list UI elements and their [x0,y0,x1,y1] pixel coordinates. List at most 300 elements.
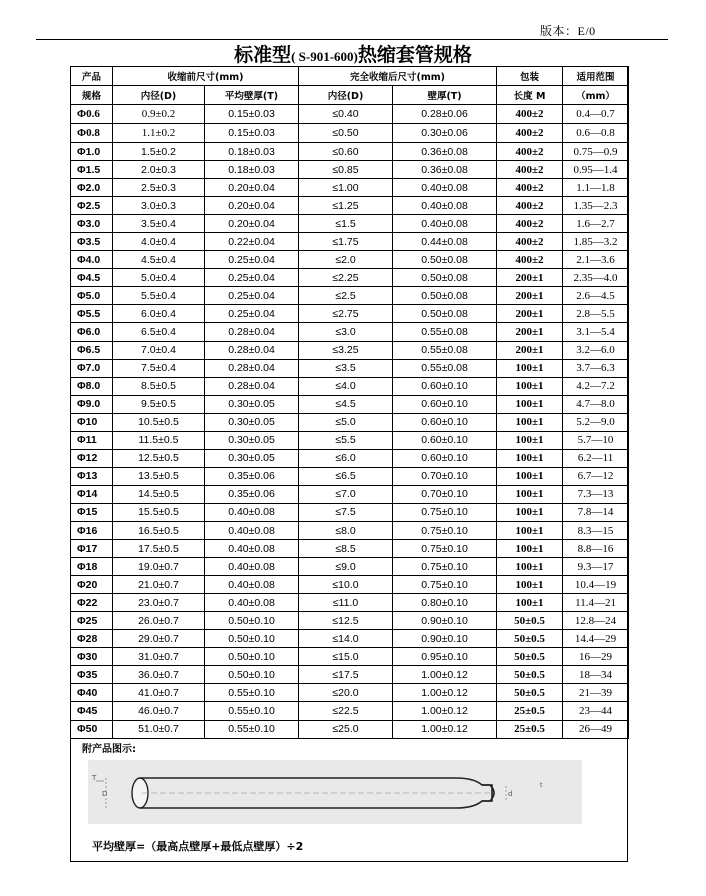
after-id-cell: ≤1.75 [299,233,393,251]
after-wall-cell: 0.40±0.08 [393,197,497,215]
title-model: ( S-901-600) [291,49,358,64]
table-row [71,377,629,395]
table-row [71,143,629,161]
before-id-cell: 14.5±0.5 [113,485,205,503]
before-wall-cell: 0.50±0.10 [205,648,299,666]
table-row [71,630,629,648]
range-cell: 5.2—9.0 [563,413,629,431]
pack-length-cell: 100±1 [497,485,563,503]
before-wall-cell: 0.25±0.04 [205,251,299,269]
after-wall-cell: 0.55±0.08 [393,359,497,377]
after-id-cell: ≤4.5 [299,395,393,413]
before-id-cell: 7.5±0.4 [113,359,205,377]
range-cell: 1.35—2.3 [563,197,629,215]
spec-cell: Φ4.5 [71,269,113,287]
title-prefix: 标准型 [234,44,292,66]
pack-length-cell: 100±1 [497,395,563,413]
before-id-cell: 17.5±0.5 [113,540,205,558]
after-id-cell: ≤20.0 [299,684,393,702]
table-row [71,684,629,702]
before-id-cell: 6.0±0.4 [113,305,205,323]
before-id-cell: 8.5±0.5 [113,377,205,395]
range-cell: 1.1—1.8 [563,179,629,197]
after-wall-cell: 0.50±0.08 [393,305,497,323]
before-id-cell: 4.0±0.4 [113,233,205,251]
pack-length-cell: 100±1 [497,377,563,395]
before-id-cell: 7.0±0.4 [113,341,205,359]
table-row [71,395,629,413]
table-row [71,612,629,630]
range-cell: 26—49 [563,720,629,738]
table-row [71,540,629,558]
after-wall-cell: 0.60±0.10 [393,449,497,467]
after-wall-cell: 0.36±0.08 [393,161,497,179]
table-row [71,594,629,612]
before-wall-cell: 0.40±0.08 [205,576,299,594]
before-id-cell: 11.5±0.5 [113,431,205,449]
before-wall-cell: 0.28±0.04 [205,377,299,395]
header-before-wall: 平均壁厚(T) [205,86,299,105]
after-id-cell: ≤3.5 [299,359,393,377]
range-cell: 10.4—19 [563,576,629,594]
header-spec: 规格 [71,86,113,105]
before-wall-cell: 0.40±0.08 [205,558,299,576]
spec-cell: Φ20 [71,576,113,594]
version-label: 版本：E/0 [540,24,596,38]
table-row [71,287,629,305]
spec-cell: Φ6.0 [71,323,113,341]
table-row [71,648,629,666]
before-id-cell: 1.5±0.2 [113,143,205,161]
range-cell: 7.8—14 [563,503,629,521]
table-row [71,161,629,179]
spec-cell: Φ7.0 [71,359,113,377]
range-cell: 4.2—7.2 [563,377,629,395]
pack-length-cell: 100±1 [497,521,563,539]
after-wall-cell: 0.60±0.10 [393,395,497,413]
after-id-cell: ≤3.25 [299,341,393,359]
before-wall-cell: 0.40±0.08 [205,503,299,521]
before-wall-cell: 0.20±0.04 [205,179,299,197]
after-wall-cell: 0.40±0.08 [393,179,497,197]
before-id-cell: 36.0±0.7 [113,666,205,684]
label-t-right: t [540,782,543,789]
spec-cell: Φ2.0 [71,179,113,197]
after-wall-cell: 0.90±0.10 [393,630,497,648]
spec-cell: Φ10 [71,413,113,431]
before-id-cell: 2.0±0.3 [113,161,205,179]
table-row [71,702,629,720]
range-cell: 8.8—16 [563,540,629,558]
table-row [71,521,629,539]
spec-cell: Φ1.0 [71,143,113,161]
after-id-cell: ≤8.5 [299,540,393,558]
spec-cell: Φ17 [71,540,113,558]
pack-length-cell: 50±0.5 [497,684,563,702]
spec-cell: Φ11 [71,431,113,449]
header-range: 适用范围 [563,67,629,86]
after-id-cell: ≤2.5 [299,287,393,305]
before-wall-cell: 0.30±0.05 [205,431,299,449]
pack-length-cell: 400±2 [497,161,563,179]
table-row [71,485,629,503]
after-wall-cell: 0.60±0.10 [393,377,497,395]
range-cell: 2.6—4.5 [563,287,629,305]
after-wall-cell: 0.40±0.08 [393,215,497,233]
before-wall-cell: 0.25±0.04 [205,287,299,305]
range-cell: 8.3—15 [563,521,629,539]
before-id-cell: 41.0±0.7 [113,684,205,702]
tube-diagram-svg [88,760,582,824]
spec-cell: Φ40 [71,684,113,702]
range-cell: 6.7—12 [563,467,629,485]
before-id-cell: 6.5±0.4 [113,323,205,341]
range-cell: 3.7—6.3 [563,359,629,377]
label-d-right: d [508,790,513,798]
tube-diagram [88,760,582,824]
after-id-cell: ≤3.0 [299,323,393,341]
spec-cell: Φ28 [71,630,113,648]
spec-cell: Φ0.6 [71,105,113,124]
after-wall-cell: 0.50±0.08 [393,287,497,305]
pack-length-cell: 50±0.5 [497,612,563,630]
table-row [71,269,629,287]
table-row [71,503,629,521]
before-wall-cell: 0.30±0.05 [205,413,299,431]
after-wall-cell: 0.55±0.08 [393,341,497,359]
header-after-wall: 壁厚(T) [393,86,497,105]
after-id-cell: ≤1.25 [299,197,393,215]
after-id-cell: ≤5.5 [299,431,393,449]
before-id-cell: 4.5±0.4 [113,251,205,269]
after-id-cell: ≤2.0 [299,251,393,269]
spec-cell: Φ5.5 [71,305,113,323]
table-row [71,233,629,251]
range-cell: 0.75—0.9 [563,143,629,161]
after-id-cell: ≤25.0 [299,720,393,738]
before-wall-cell: 0.35±0.06 [205,485,299,503]
before-wall-cell: 0.55±0.10 [205,684,299,702]
pack-length-cell: 100±1 [497,576,563,594]
before-id-cell: 19.0±0.7 [113,558,205,576]
spec-cell: Φ50 [71,720,113,738]
before-id-cell: 3.5±0.4 [113,215,205,233]
range-cell: 2.35—4.0 [563,269,629,287]
after-wall-cell: 1.00±0.12 [393,720,497,738]
after-id-cell: ≤7.0 [299,485,393,503]
after-id-cell: ≤9.0 [299,558,393,576]
spec-cell: Φ45 [71,702,113,720]
spec-table-body [71,105,629,739]
after-wall-cell: 0.55±0.08 [393,323,497,341]
table-row [71,666,629,684]
before-id-cell: 23.0±0.7 [113,594,205,612]
table-row [71,251,629,269]
after-id-cell: ≤0.50 [299,124,393,143]
range-cell: 0.95—1.4 [563,161,629,179]
pack-length-cell: 50±0.5 [497,666,563,684]
after-id-cell: ≤4.0 [299,377,393,395]
before-id-cell: 51.0±0.7 [113,720,205,738]
before-id-cell: 10.5±0.5 [113,413,205,431]
before-wall-cell: 0.20±0.04 [205,197,299,215]
table-row [71,413,629,431]
after-wall-cell: 1.00±0.12 [393,666,497,684]
table-row [71,431,629,449]
range-cell: 0.6—0.8 [563,124,629,143]
spec-cell: Φ8.0 [71,377,113,395]
table-row [71,124,629,143]
pack-length-cell: 400±2 [497,179,563,197]
pack-length-cell: 100±1 [497,558,563,576]
after-wall-cell: 0.95±0.10 [393,648,497,666]
header-pack-length: 长度 M [497,86,563,105]
pack-length-cell: 200±1 [497,323,563,341]
after-id-cell: ≤0.60 [299,143,393,161]
title-suffix: 热缩套管规格 [357,44,472,66]
before-wall-cell: 0.15±0.03 [205,105,299,124]
after-id-cell: ≤2.25 [299,269,393,287]
before-id-cell: 5.5±0.4 [113,287,205,305]
range-cell: 9.3—17 [563,558,629,576]
table-row [71,720,629,738]
after-wall-cell: 0.75±0.10 [393,503,497,521]
before-wall-cell: 0.15±0.03 [205,124,299,143]
spec-cell: Φ6.5 [71,341,113,359]
range-cell: 2.1—3.6 [563,251,629,269]
pack-length-cell: 200±1 [497,305,563,323]
before-wall-cell: 0.50±0.10 [205,666,299,684]
before-wall-cell: 0.25±0.04 [205,269,299,287]
before-wall-cell: 0.25±0.04 [205,305,299,323]
after-wall-cell: 0.75±0.10 [393,521,497,539]
label-t-left: T [92,774,97,782]
spec-cell: Φ5.0 [71,287,113,305]
pack-length-cell: 100±1 [497,594,563,612]
before-id-cell: 9.5±0.5 [113,395,205,413]
before-wall-cell: 0.28±0.04 [205,341,299,359]
before-wall-cell: 0.50±0.10 [205,630,299,648]
after-id-cell: ≤1.00 [299,179,393,197]
before-id-cell: 12.5±0.5 [113,449,205,467]
after-id-cell: ≤0.40 [299,105,393,124]
pack-length-cell: 100±1 [497,503,563,521]
spec-cell: Φ16 [71,521,113,539]
range-cell: 3.2—6.0 [563,341,629,359]
before-wall-cell: 0.30±0.05 [205,449,299,467]
header-before: 收缩前尺寸(mm) [113,67,299,86]
range-cell: 3.1—5.4 [563,323,629,341]
header-pack: 包装 [497,67,563,86]
before-wall-cell: 0.18±0.03 [205,143,299,161]
before-wall-cell: 0.28±0.04 [205,323,299,341]
after-id-cell: ≤11.0 [299,594,393,612]
spec-cell: Φ25 [71,612,113,630]
before-id-cell: 16.5±0.5 [113,521,205,539]
before-id-cell: 5.0±0.4 [113,269,205,287]
spec-cell: Φ30 [71,648,113,666]
after-wall-cell: 0.90±0.10 [393,612,497,630]
range-cell: 1.85—3.2 [563,233,629,251]
spec-cell: Φ0.8 [71,124,113,143]
spec-cell: Φ3.0 [71,215,113,233]
before-wall-cell: 0.30±0.05 [205,395,299,413]
after-id-cell: ≤6.5 [299,467,393,485]
table-row [71,179,629,197]
after-id-cell: ≤1.5 [299,215,393,233]
before-wall-cell: 0.40±0.08 [205,540,299,558]
table-row [71,558,629,576]
range-cell: 7.3—13 [563,485,629,503]
after-wall-cell: 0.50±0.08 [393,269,497,287]
before-id-cell: 31.0±0.7 [113,648,205,666]
range-cell: 23—44 [563,702,629,720]
after-id-cell: ≤7.5 [299,503,393,521]
header-after: 完全收缩后尺寸(mm) [299,67,497,86]
before-id-cell: 29.0±0.7 [113,630,205,648]
after-id-cell: ≤10.0 [299,576,393,594]
before-id-cell: 15.5±0.5 [113,503,205,521]
pack-length-cell: 400±2 [497,251,563,269]
pack-length-cell: 25±0.5 [497,720,563,738]
after-id-cell: ≤15.0 [299,648,393,666]
after-id-cell: ≤22.5 [299,702,393,720]
table-row [71,215,629,233]
before-wall-cell: 0.22±0.04 [205,233,299,251]
after-wall-cell: 0.36±0.08 [393,143,497,161]
before-id-cell: 2.5±0.3 [113,179,205,197]
before-wall-cell: 0.55±0.10 [205,720,299,738]
before-id-cell: 1.1±0.2 [113,124,205,143]
spec-cell: Φ3.5 [71,233,113,251]
spec-cell: Φ15 [71,503,113,521]
pack-length-cell: 100±1 [497,540,563,558]
page-title [0,44,706,68]
range-cell: 0.4—0.7 [563,105,629,124]
after-wall-cell: 0.60±0.10 [393,413,497,431]
after-id-cell: ≤6.0 [299,449,393,467]
after-wall-cell: 0.70±0.10 [393,485,497,503]
pack-length-cell: 400±2 [497,233,563,251]
range-cell: 4.7—8.0 [563,395,629,413]
pack-length-cell: 200±1 [497,341,563,359]
header-row-bottom [71,86,629,105]
after-id-cell: ≤8.0 [299,521,393,539]
range-cell: 11.4—21 [563,594,629,612]
range-cell: 16—29 [563,648,629,666]
range-cell: 12.8—24 [563,612,629,630]
pack-length-cell: 400±2 [497,143,563,161]
pack-length-cell: 400±2 [497,197,563,215]
after-wall-cell: 0.60±0.10 [393,431,497,449]
spec-cell: Φ1.5 [71,161,113,179]
formula-note: 平均壁厚=（最高点壁厚+最低点壁厚）÷2 [92,840,304,853]
range-cell: 6.2—11 [563,449,629,467]
spec-cell: Φ12 [71,449,113,467]
pack-length-cell: 200±1 [497,269,563,287]
label-d-left: D [102,790,108,798]
pack-length-cell: 400±2 [497,105,563,124]
after-id-cell: ≤14.0 [299,630,393,648]
after-id-cell: ≤0.85 [299,161,393,179]
before-id-cell: 13.5±0.5 [113,467,205,485]
after-id-cell: ≤2.75 [299,305,393,323]
after-wall-cell: 1.00±0.12 [393,702,497,720]
before-wall-cell: 0.18±0.03 [205,161,299,179]
spec-cell: Φ13 [71,467,113,485]
range-cell: 5.7—10 [563,431,629,449]
header-row-top [71,67,629,86]
spec-cell: Φ35 [71,666,113,684]
spec-cell: Φ18 [71,558,113,576]
header-range-unit: （mm） [563,86,629,105]
table-row [71,449,629,467]
pack-length-cell: 100±1 [497,413,563,431]
pack-length-cell: 50±0.5 [497,648,563,666]
after-wall-cell: 0.75±0.10 [393,576,497,594]
header-product: 产品 [71,67,113,86]
pack-length-cell: 100±1 [497,431,563,449]
table-row [71,576,629,594]
before-id-cell: 21.0±0.7 [113,576,205,594]
before-id-cell: 3.0±0.3 [113,197,205,215]
before-wall-cell: 0.20±0.04 [205,215,299,233]
table-row [71,105,629,124]
before-wall-cell: 0.40±0.08 [205,521,299,539]
spec-cell: Φ22 [71,594,113,612]
before-id-cell: 46.0±0.7 [113,702,205,720]
table-row [71,197,629,215]
table-row [71,323,629,341]
range-cell: 14.4—29 [563,630,629,648]
header-after-id: 内径(D) [299,86,393,105]
pack-length-cell: 400±2 [497,124,563,143]
before-wall-cell: 0.35±0.06 [205,467,299,485]
before-wall-cell: 0.50±0.10 [205,612,299,630]
pack-length-cell: 400±2 [497,215,563,233]
spec-cell: Φ2.5 [71,197,113,215]
after-wall-cell: 0.50±0.08 [393,251,497,269]
before-id-cell: 0.9±0.2 [113,105,205,124]
table-row [71,467,629,485]
after-wall-cell: 1.00±0.12 [393,684,497,702]
before-wall-cell: 0.40±0.08 [205,594,299,612]
before-id-cell: 26.0±0.7 [113,612,205,630]
pack-length-cell: 100±1 [497,449,563,467]
pack-length-cell: 100±1 [497,467,563,485]
after-id-cell: ≤5.0 [299,413,393,431]
after-id-cell: ≤17.5 [299,666,393,684]
spec-cell: Φ14 [71,485,113,503]
pack-length-cell: 100±1 [497,359,563,377]
range-cell: 21—39 [563,684,629,702]
spec-table [70,66,629,739]
after-wall-cell: 0.30±0.06 [393,124,497,143]
after-id-cell: ≤12.5 [299,612,393,630]
table-row [71,305,629,323]
spec-cell: Φ9.0 [71,395,113,413]
before-wall-cell: 0.28±0.04 [205,359,299,377]
header-before-id: 内径(D) [113,86,205,105]
spec-cell: Φ4.0 [71,251,113,269]
pack-length-cell: 25±0.5 [497,702,563,720]
range-cell: 1.6—2.7 [563,215,629,233]
attachment-label: 附产品图示: [82,744,136,755]
after-wall-cell: 0.75±0.10 [393,540,497,558]
header-rule [36,39,668,40]
range-cell: 18—34 [563,666,629,684]
before-wall-cell: 0.55±0.10 [205,702,299,720]
